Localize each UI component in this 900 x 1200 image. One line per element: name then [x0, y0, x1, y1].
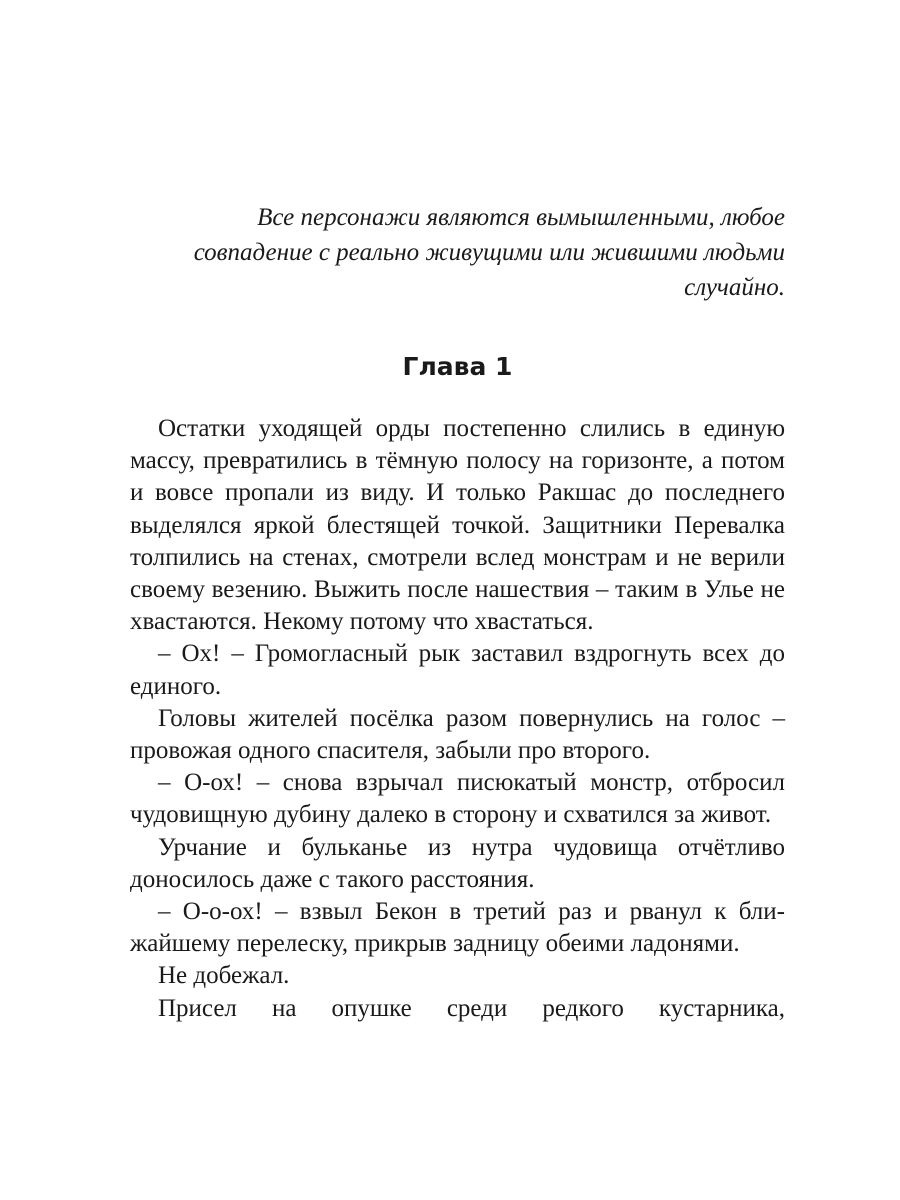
paragraph: Урчание и бульканье из нутра чудовища отчётливо доносилось даже с такого расстояния. — [130, 833, 785, 893]
chapter-body — [130, 413, 785, 1025]
paragraph: Остатки уходящей орды постепенно слились в единую массу, превратились в тёмную полосу на горизонте, а потом и вовсе пропали из виду. И только Ракшас до последнего выделялся яркой блестящей точкой. Защитники Перевалка толпились на стенах, смотрели вслед монстрам и не верили своему везению. Выжить после нашествия – таким в Улье не хвастаются. Некому потому что хвастаться. — [130, 415, 785, 636]
paragraph: Не добежал. — [158, 962, 290, 990]
book-page — [130, 200, 785, 1025]
paragraph: – О-о-ох! – взвыл Бекон в третий раз и рванул к ближайшему перелеску, прикрыв задницу обеими ладонями. — [130, 898, 785, 958]
chapter-title: Глава 1 — [402, 352, 513, 381]
epigraph: Все персонажи являются вымышленными, любое совпадение с реально живущими или жившими людьми случайно. — [193, 204, 785, 301]
paragraph: – Ох! – Громогласный рык заставил вздрогнуть всех до единого. — [130, 640, 785, 700]
paragraph: Головы жителей посёлка разом повернулись на голос – провожая одного спасителя, забыли про второго. — [130, 704, 785, 765]
paragraph: Присел на опушке среди редкого кустарника, — [158, 994, 785, 1022]
paragraph: – О-ох! – снова взрычал писюкатый монстр, отбросил чудовищную дубину далеко в сторону и схватился за живот. — [130, 769, 785, 829]
